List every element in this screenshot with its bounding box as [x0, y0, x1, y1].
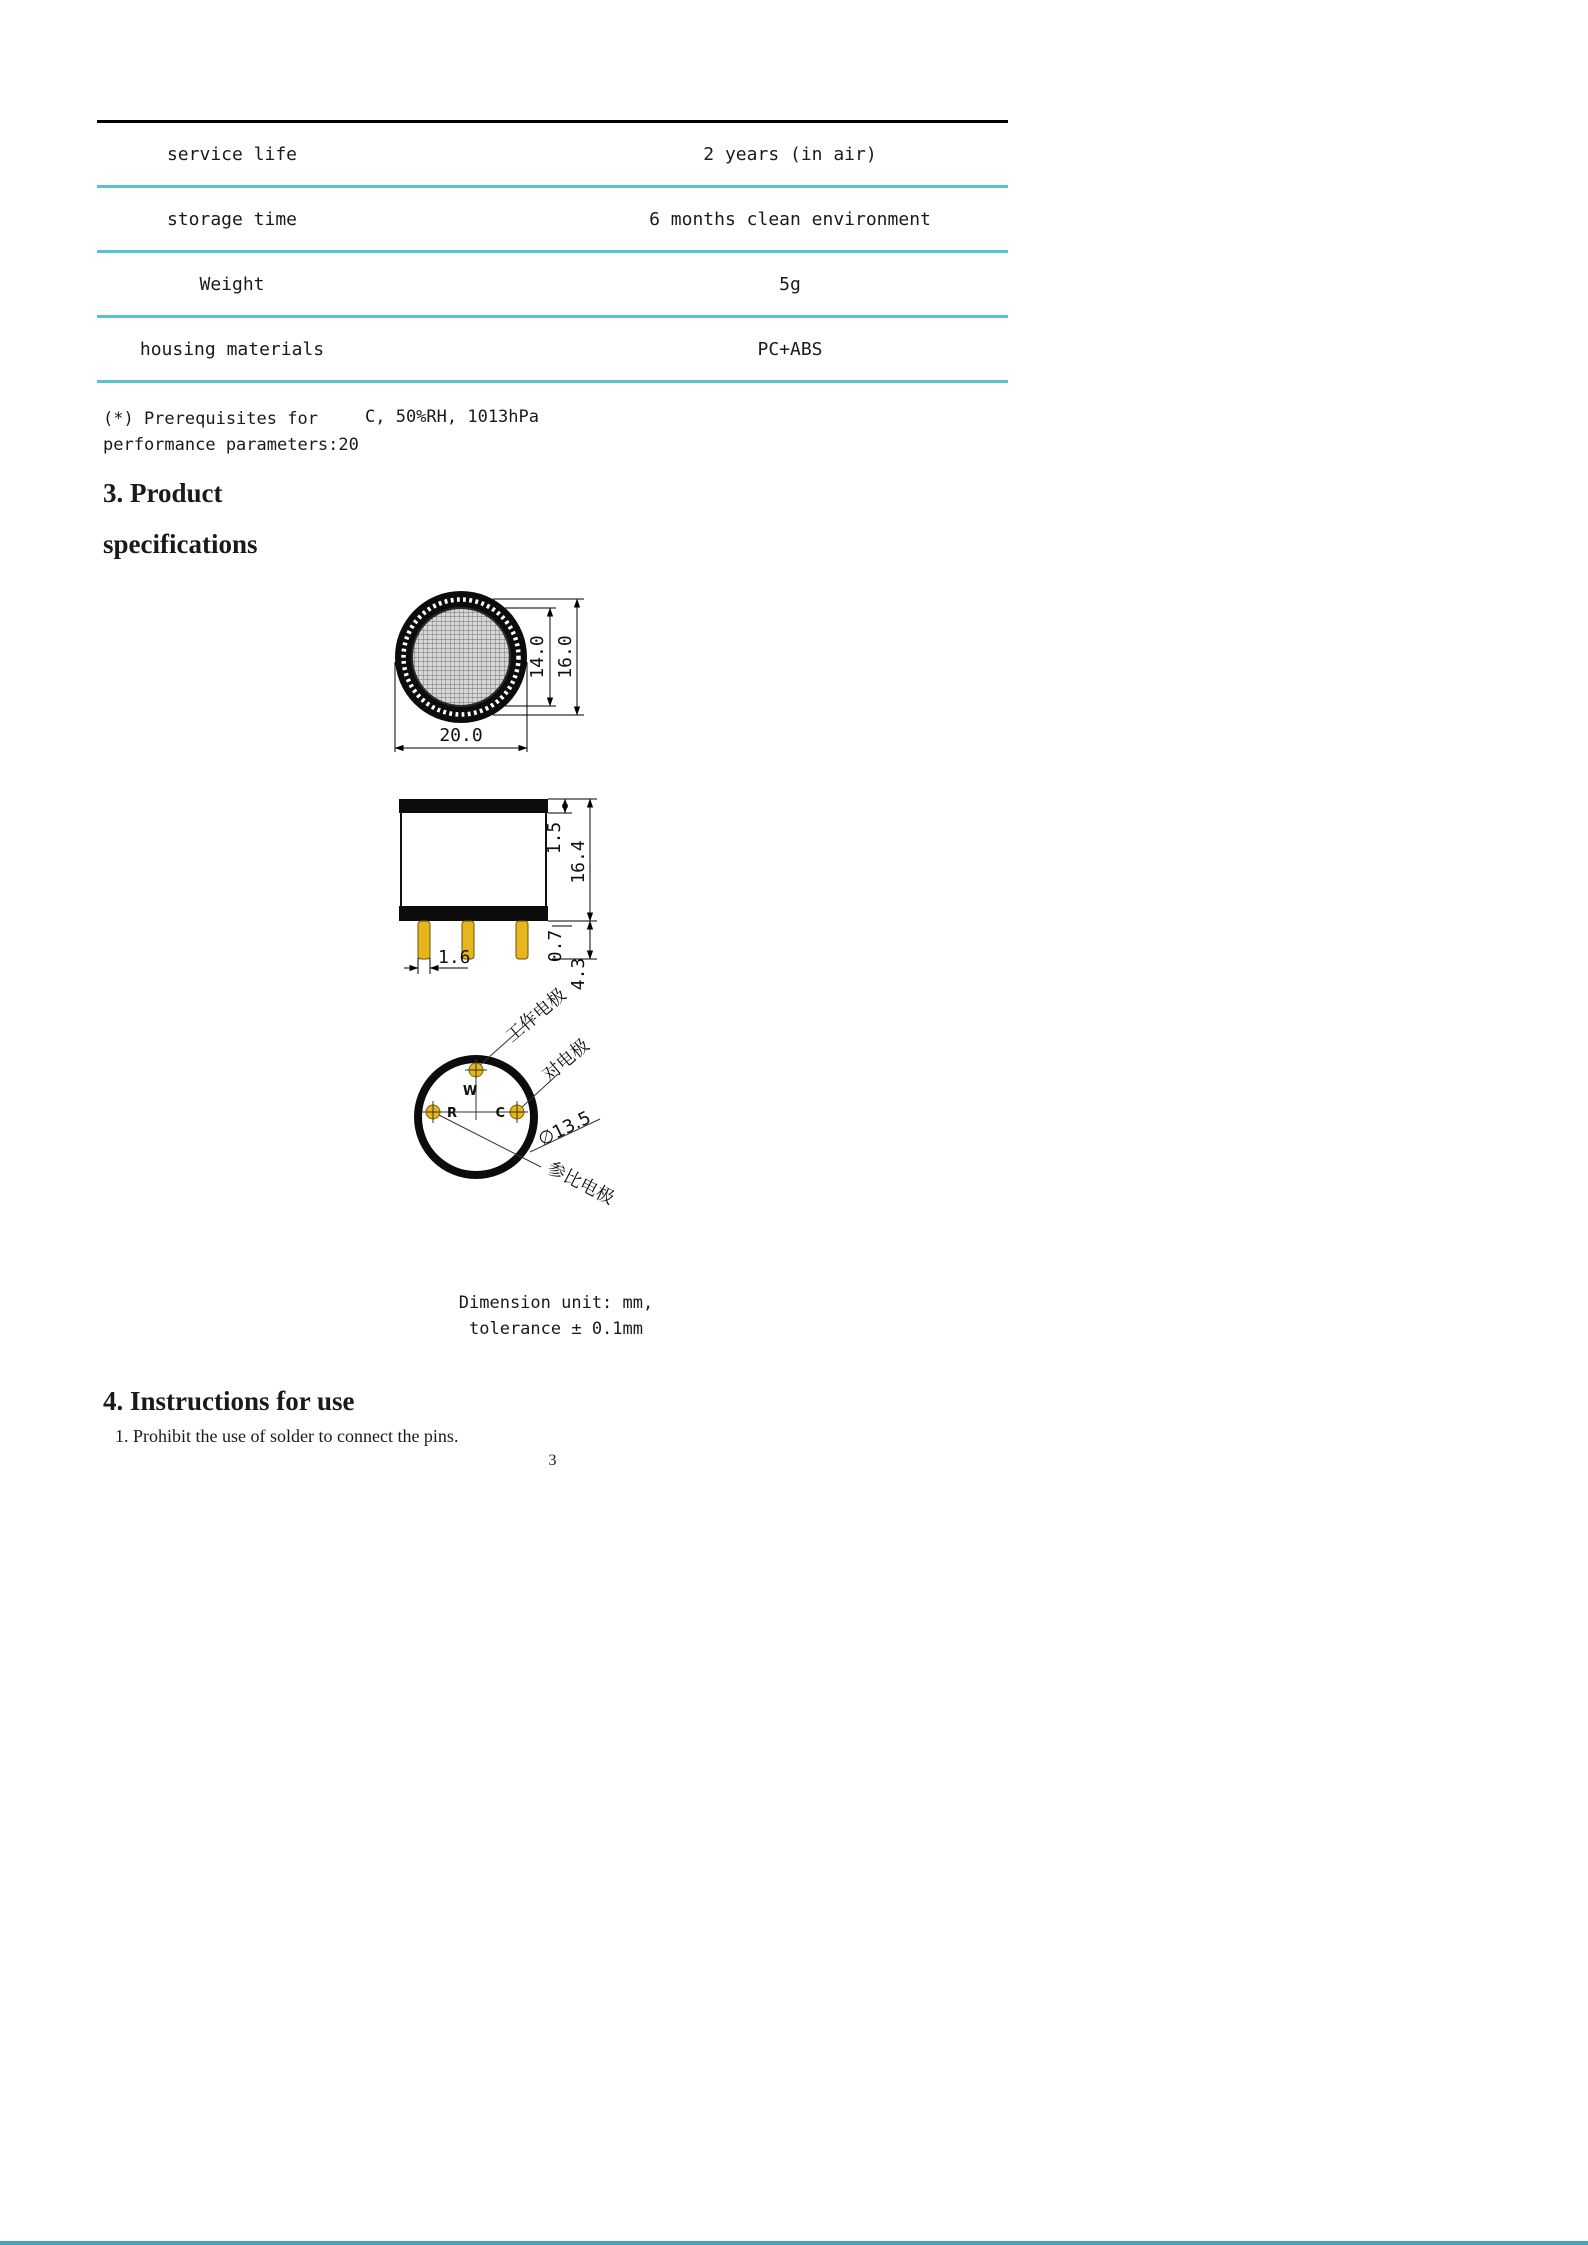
spec-label: housing materials [139, 338, 325, 360]
sensor-side-body [401, 800, 546, 920]
side-view-drawing [399, 799, 597, 990]
table-row [97, 188, 1008, 253]
pin-circle-diameter-label: ∅13.5 [534, 1107, 595, 1151]
spec-table [97, 120, 1008, 383]
spec-value: 2 years (in air) [703, 143, 877, 165]
dim-text-14: 14.0 [527, 635, 548, 679]
dim-text-0-7: 0.7 [545, 929, 566, 963]
heading-line2: specifications [103, 529, 258, 559]
sensor-side-bottom-cap [399, 906, 548, 921]
working-electrode-label: 工作电极 [501, 984, 571, 1047]
dimension-note-line2: tolerance ± 0.1mm [469, 1319, 643, 1339]
footnote [103, 406, 359, 458]
sensor-top-mesh [412, 608, 510, 706]
footnote-line1: (*) Prerequisites for [103, 409, 318, 429]
table-row [97, 318, 1008, 383]
page-number: 3 [548, 1452, 557, 1469]
spec-value: 6 months clean environment [649, 208, 931, 230]
footnote-line2: performance parameters:20 [103, 435, 359, 455]
pin-w-label: W [462, 1084, 478, 1099]
dim-text-20: 20.0 [439, 725, 483, 746]
spec-label: storage time [166, 208, 298, 230]
section-heading-product [103, 468, 258, 570]
pin-view-drawing [418, 984, 618, 1209]
counter-electrode-label: 对电极 [538, 1035, 594, 1086]
dimension-note-line1: Dimension unit: mm, [458, 1293, 654, 1313]
spec-value: PC+ABS [757, 338, 823, 360]
spec-label: service life [166, 143, 298, 165]
bottom-accent-bar [0, 2241, 1588, 2245]
table-row [97, 123, 1008, 188]
sensor-pin [516, 921, 528, 959]
sensor-pin [418, 921, 430, 959]
spec-value: 5g [779, 273, 801, 295]
dim-text-16-4: 16.4 [568, 840, 589, 884]
footnote-condition: C, 50%RH, 1013hPa [365, 407, 539, 427]
pin-c-label: C [495, 1106, 505, 1121]
table-row [97, 253, 1008, 318]
dimension-note [380, 1290, 732, 1342]
dim-text-1-6: 1.6 [438, 947, 471, 968]
dim-text-1-5: 1.5 [544, 821, 565, 855]
spec-label: Weight [199, 273, 265, 295]
instruction-item-1: 1. Prohibit the use of solder to connect the pins. [115, 1426, 459, 1446]
section-heading-instructions: 4. Instructions for use [103, 1386, 355, 1416]
heading-line1: 3. Product [103, 478, 223, 508]
dim-text-4-3: 4.3 [568, 957, 589, 991]
top-view-drawing [395, 591, 584, 752]
sensor-side-top-cap [399, 799, 548, 813]
pin-r-label: R [447, 1106, 458, 1121]
reference-electrode-label: 参比电极 [543, 1157, 618, 1210]
sensor-dimension-drawing [380, 575, 680, 1235]
dim-text-16: 16.0 [555, 635, 576, 679]
